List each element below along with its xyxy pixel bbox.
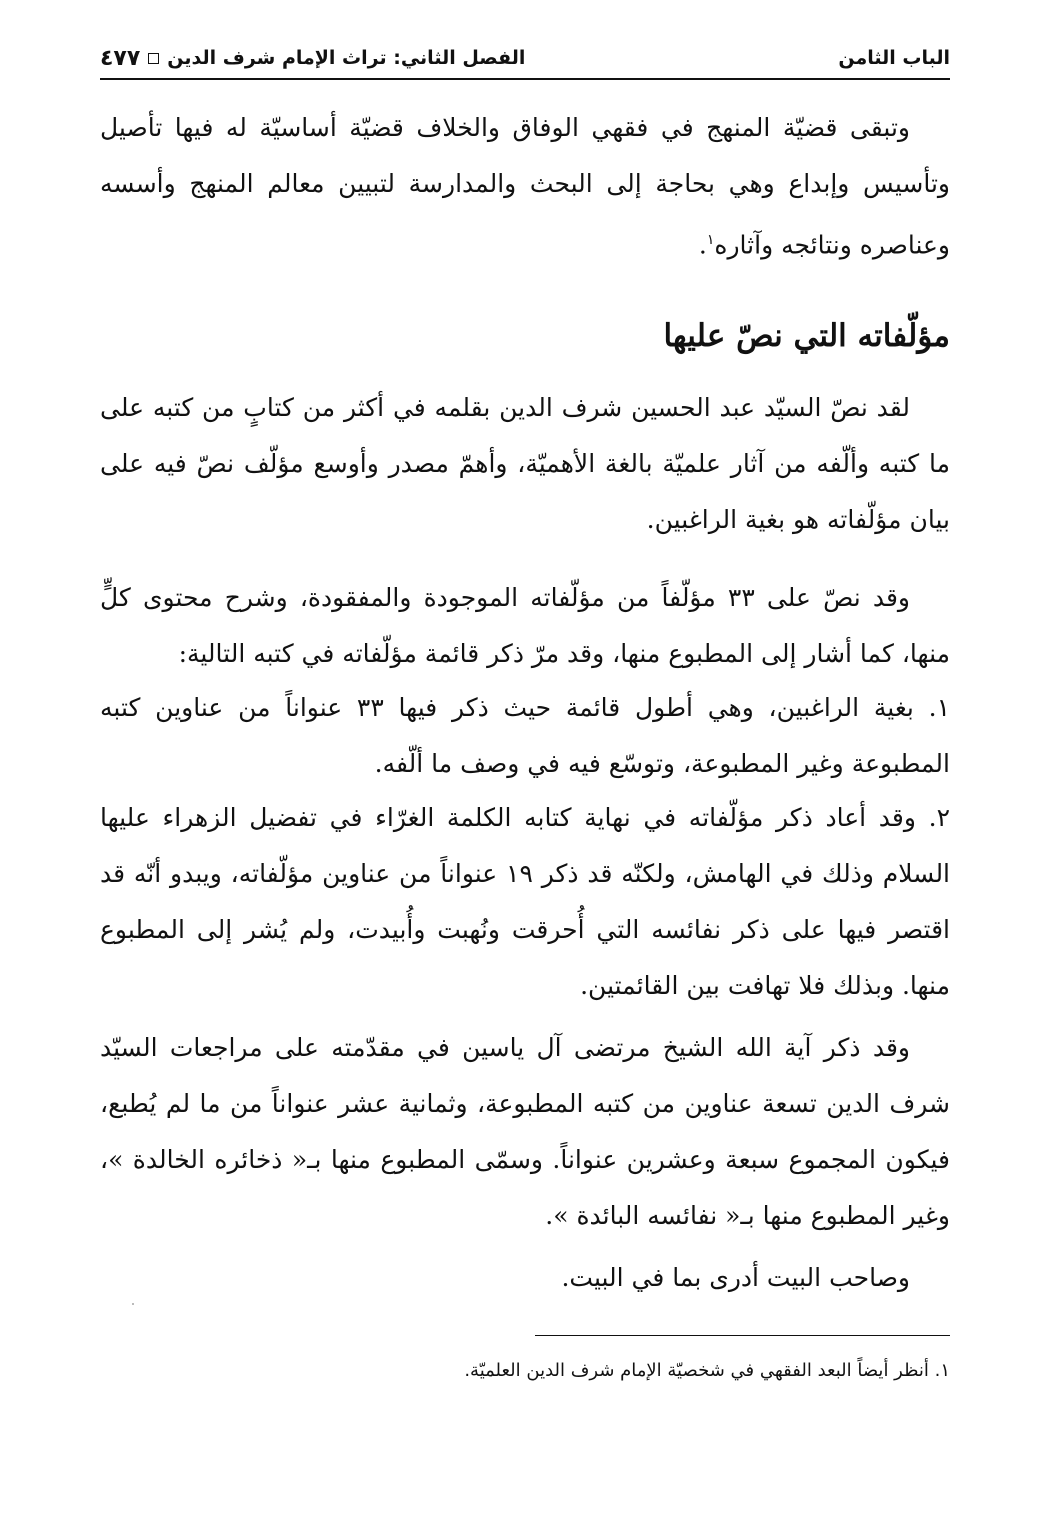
running-header	[100, 38, 950, 80]
paragraph-2-text: لقد نصّ السيّد عبد الحسين شرف الدين بقلمه في أكثر من كتابٍ من كتبه على ما كتبه وألّفه من آثار علميّة بالغة الأهميّة، وأهمّ مصدر وأوسع مؤلّف نصّ فيه على بيان مؤلّفاته هو بغية الراغبين.	[100, 393, 950, 534]
paragraph-3	[100, 570, 950, 682]
paragraph-7	[100, 1250, 950, 1306]
footnote-text: ١. أنظر أيضاً البعد الفقهي في شخصيّة الإمام شرف الدين العلميّة.	[464, 1360, 950, 1381]
footnote-ref: ١	[706, 232, 715, 248]
footnote-divider	[535, 1335, 950, 1336]
page-number: ٤٧٧	[100, 45, 141, 71]
square-separator-icon	[148, 53, 159, 64]
section-and-page	[100, 46, 525, 71]
list-item-2-text: ٢. وقد أعاد ذكر مؤلّفاته في نهاية كتابه الكلمة الغرّاء في تفضيل الزهراء عليها السلام وذلك في الهامش، ولكنّه قد ذكر ١٩ عنواناً من عناوين مؤلّفاته، ويبدو أنّه قد اقتصر فيها على ذكر نفائسه التي أُحرقت ونُهبت وأُبيدت، ولم يُشر إلى المطبوع منها. وبذلك فلا تهافت بين القائمتين.	[100, 803, 951, 1000]
list-item-2	[100, 790, 950, 1014]
paragraph-7-text: وصاحب البيت أدرى بما في البيت.	[561, 1263, 910, 1292]
chapter-title: الباب الثامن	[838, 47, 950, 69]
section-heading: مؤلّفاته التي نصّ عليها	[663, 318, 950, 354]
paragraph-6	[100, 1020, 950, 1244]
list-item-1-text: ١. بغية الراغبين، وهي أطول قائمة حيث ذكر فيها ٣٣ عنواناً من عناوين كتبه المطبوعة وغير المطبوعة، وتوسّع فيه في وصف ما ألّفه.	[100, 693, 951, 778]
paragraph-1-text: وتبقى قضيّة المنهج في فقهي الوفاق والخلاف قضيّة أساسيّة له فيها تأصيل وتأسيس وإبداع وهي بحاجة إلى البحث والمدارسة لتبيين معالم المنهج وأسسه وعناصره ونتائجه وآثاره	[100, 113, 950, 260]
paragraph-3-text: وقد نصّ على ٣٣ مؤلّفاً من مؤلّفاته الموجودة والمفقودة، وشرح محتوى كلٍّ منها، كما أشار إلى المطبوع منها، وقد مرّ ذكر قائمة مؤلّفاته في كتبه التالية:	[100, 583, 950, 668]
paragraph-2	[100, 380, 950, 548]
section-title: الفصل الثاني: تراث الإمام شرف الدين	[167, 47, 526, 69]
list-item-1	[100, 680, 950, 792]
speck-mark	[132, 1303, 134, 1305]
paragraph-6-text: وقد ذكر آية الله الشيخ مرتضى آل ياسين في مقدّمته على مراجعات السيّد شرف الدين تسعة عناوين من كتبه المطبوعة، وثمانية عشر عنواناً من ما لم يُطبع، فيكون المجموع سبعة وعشرين عنواناً. وسمّى المطبوع منها بـ« ذخائره الخالدة »، وغير المطبوع منها بـ« نفائسه البائدة ».	[100, 1033, 950, 1230]
paragraph-1: وتبقى قضيّة المنهج في فقهي الوفاق والخلاف قضيّة أساسيّة له فيها تأصيل وتأسيس وإبداع وهي بحاجة إلى البحث والمدارسة لتبيين معالم المنهج وأسسه وعناصره ونتائجه وآثاره$^١$.	[100, 113, 950, 260]
